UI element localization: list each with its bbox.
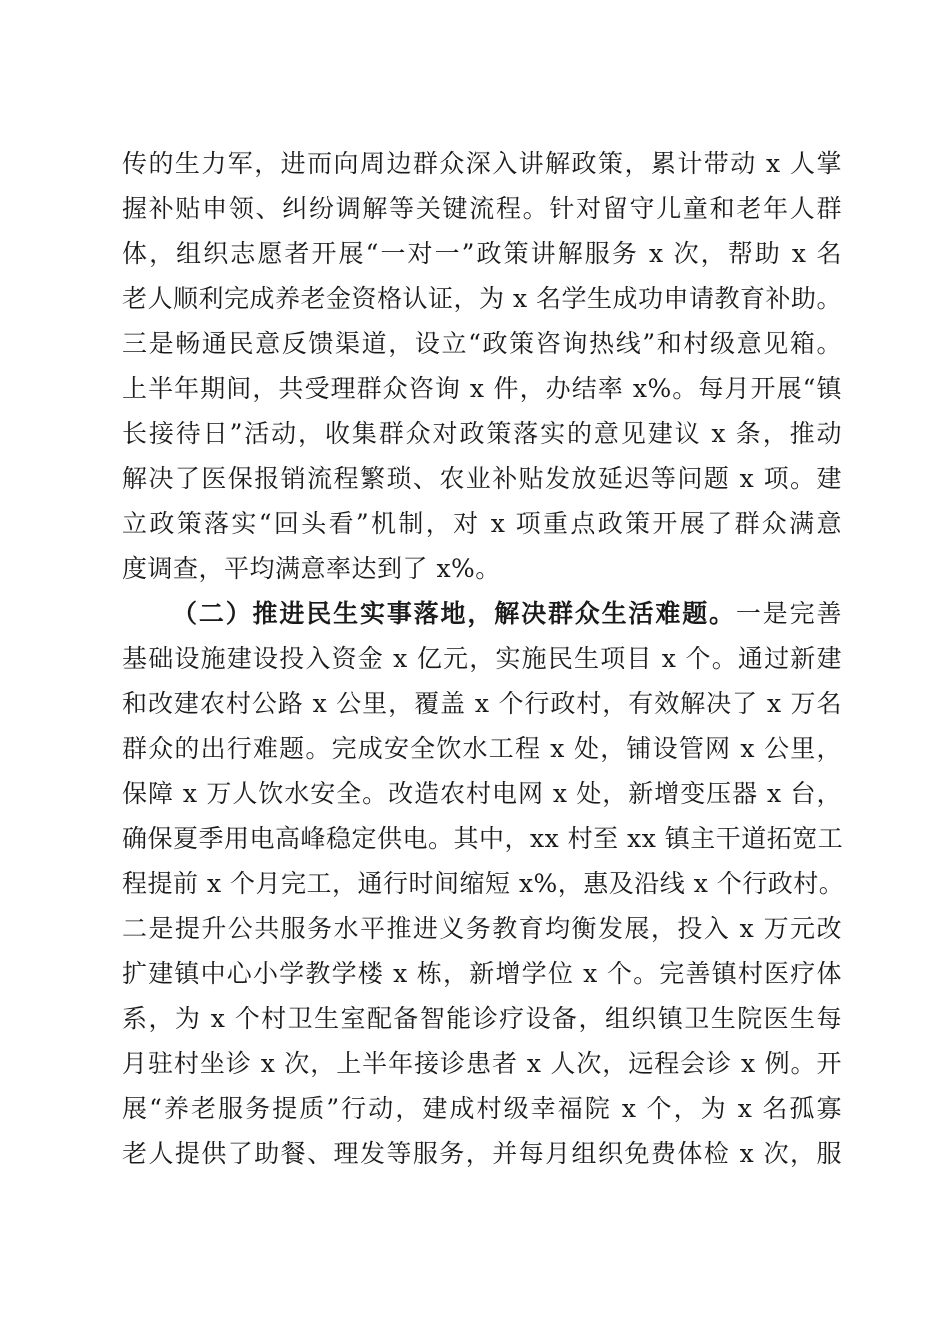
text-line: 长接待日”活动，收集群众对政策落实的意见建议 x 条，推动 <box>122 419 842 448</box>
text-line: 度调查，平均满意率达到了 x%。 <box>122 554 501 583</box>
text-line: 体，组织志愿者开展“一对一”政策讲解服务 x 次，帮助 x 名 <box>122 239 842 268</box>
paragraph-1 <box>122 141 842 591</box>
body-text <box>122 141 845 1176</box>
text-line: 上半年期间，共受理群众咨询 x 件，办结率 x%。每月开展“镇 <box>122 374 842 403</box>
text-line: 传的生力军，进而向周边群众深入讲解政策，累计带动 x 人掌 <box>122 149 842 178</box>
text-line: 程提前 x 个月完工，通行时间缩短 x%，惠及沿线 x 个行政村。 <box>122 869 845 898</box>
text-line: 群众的出行难题。完成安全饮水工程 x 处，铺设管网 x 公里， <box>122 734 842 763</box>
text-line: 保障 x 万人饮水安全。改造农村电网 x 处，新增变压器 x 台， <box>122 779 842 808</box>
text-line: 老人提供了助餐、理发等服务，并每月组织免费体检 x 次，服 <box>122 1139 842 1168</box>
text-line: 二是提升公共服务水平推进义务教育均衡发展，投入 x 万元改 <box>122 914 842 943</box>
paragraph-2 <box>122 591 845 1176</box>
section-heading: （二）推进民生实事落地，解决群众生活难题。 <box>172 599 736 628</box>
text-line: 解决了医保报销流程繁琐、农业补贴发放延迟等问题 x 项。建 <box>122 464 842 493</box>
text-line: 展“养老服务提质”行动，建成村级幸福院 x 个，为 x 名孤寡 <box>122 1094 842 1123</box>
text-line: 老人顺利完成养老金资格认证，为 x 名学生成功申请教育补助。 <box>122 284 842 313</box>
text-line: 立政策落实“回头看”机制，对 x 项重点政策开展了群众满意 <box>122 509 842 538</box>
text-line: 确保夏季用电高峰稳定供电。其中，xx 村至 xx 镇主干道拓宽工 <box>122 824 844 853</box>
text-line: 扩建镇中心小学教学楼 x 栋，新增学位 x 个。完善镇村医疗体 <box>122 959 842 988</box>
text-line: 握补贴申领、纠纷调解等关键流程。针对留守儿童和老年人群 <box>122 194 842 223</box>
text-line: 和改建农村公路 x 公里，覆盖 x 个行政村，有效解决了 x 万名 <box>122 689 842 718</box>
text-line: 基础设施建设投入资金 x 亿元，实施民生项目 x 个。通过新建 <box>122 644 842 673</box>
section-heading-line <box>122 591 842 636</box>
text-line: 月驻村坐诊 x 次，上半年接诊患者 x 人次，远程会诊 x 例。开 <box>122 1049 842 1078</box>
text-line: 三是畅通民意反馈渠道，设立“政策咨询热线”和村级意见箱。 <box>122 329 842 358</box>
text-run: 一是完善 <box>735 599 842 628</box>
text-line: 系，为 x 个村卫生室配备智能诊疗设备，组织镇卫生院医生每 <box>122 1004 842 1033</box>
